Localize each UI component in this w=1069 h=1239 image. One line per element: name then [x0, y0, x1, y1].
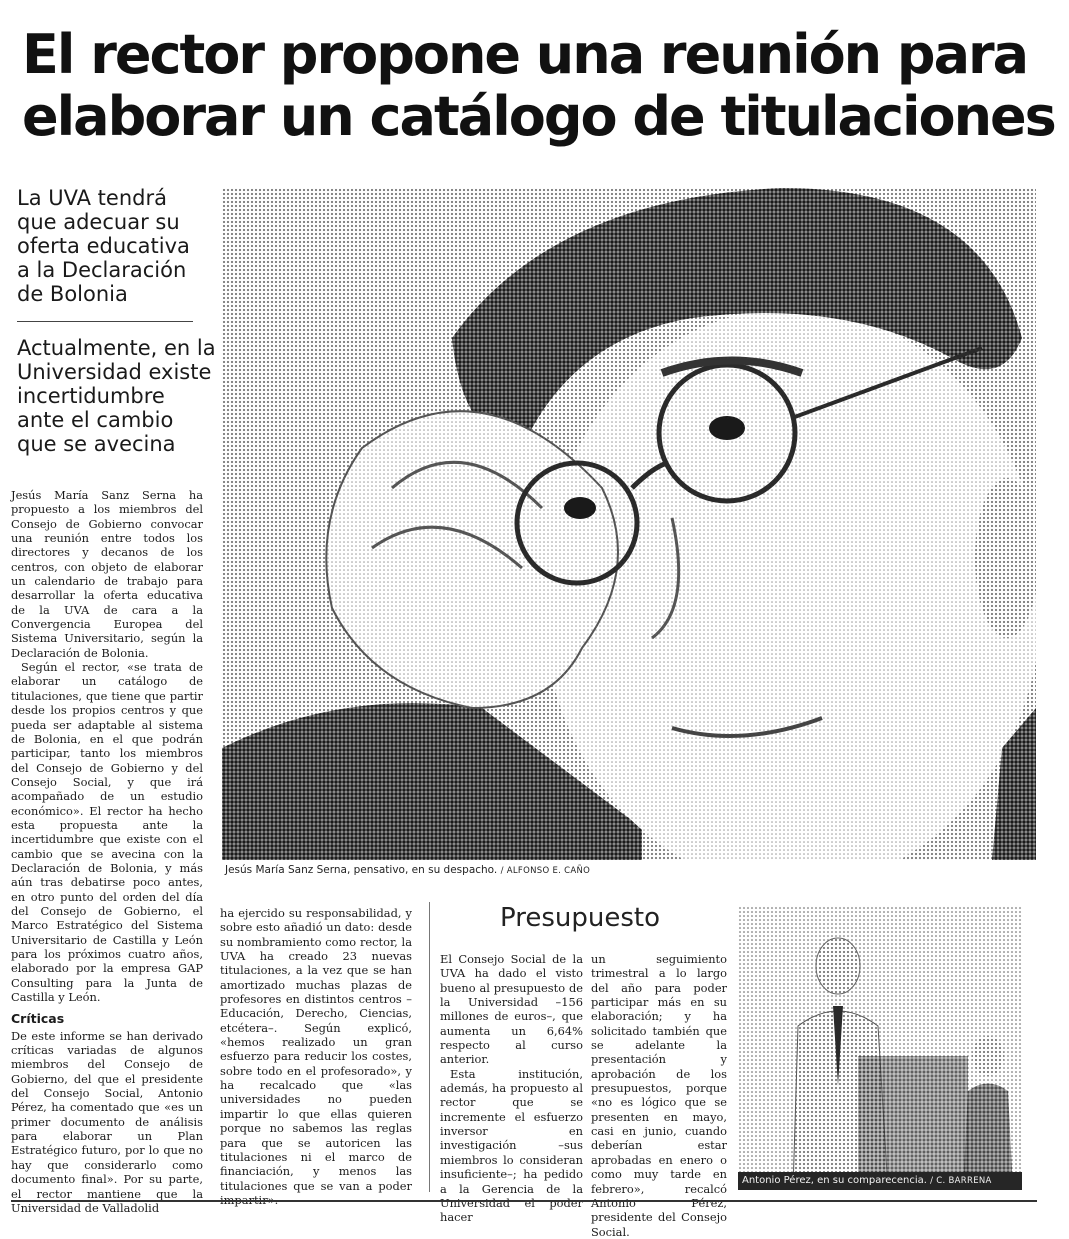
subhead-2: Actualmente, en la Universidad existe incertidumbre ante el cambio que se avecina: [17, 336, 216, 456]
article-paragraph-1: Jesús María Sanz Serna ha propuesto a los miembros del Consejo de Gobierno convocar una reunión entre todos los directores y decanos de los centros, con objeto de elaborar un calendario de trabajo para desarrollar la oferta educativa de la UVA de cara a la Convergencia Europea del Sistema Universitario, según la Declaración de Bolonia.: [11, 488, 203, 660]
second-photo-credit: / C. BARRENA: [930, 1176, 992, 1186]
article-paragraph-2: Según el rector, «se trata de elaborar un catálogo de titulaciones, que tiene que partir desde los propios centros y que pueda ser adaptable al sistema de Bolonia, en el que podrán participar, tanto los miembros del Consejo de Gobierno y del Consejo Social, y que irá acompañado de un estudio económico». El rector ha hecho esta propuesta ante la incertidumbre que existe con el cambio que se avecina con la Declaración de Bolonia, y más aún tras debatirse poco antes, en otro punto del orden del día del Consejo de Gobierno, el Marco Estratégico del Sistema Universitario de Castilla y León para los próximos cuatro años, elaborado por la empresa GAP Consulting para la Junta de Castilla y León.: [11, 660, 203, 1005]
sidebar-paragraph-3: un seguimiento trimestral a lo largo del año para poder participar más en su elaboración; y ha solicitado también que se adelante la presentación y aprobación de los presupuestos, porque «no es lógico que se presenten en mayo, casi en junio, cuando deberían estar aprobadas en enero o como muy tarde en febrero», recalcó Antonio Pérez, presidente del Consejo Social.: [591, 952, 727, 1239]
main-photo-caption-text: Jesús María Sanz Serna, pensativo, en su despacho.: [225, 864, 498, 876]
headline-line-2: elaborar un catálogo de titulaciones: [22, 85, 1055, 148]
sidebar-paragraph-1: El Consejo Social de la UVA ha dado el visto bueno al presupuesto de la Universidad –156 millones de euros–, que aumenta un 6,64% respecto al curso anterior.: [440, 952, 583, 1067]
sidebar-column-2: [591, 952, 727, 1239]
main-photo-caption: [225, 864, 1035, 876]
subhead-divider: [17, 321, 193, 322]
article-column-middle: [220, 906, 412, 1207]
portrait-illustration: [222, 188, 1036, 860]
column-divider: [429, 902, 430, 1192]
criticas-heading: Críticas: [11, 1011, 65, 1027]
sidebar-paragraph-2: Esta institución, además, ha propuesto al rector que se incremente el esfuerzo inversor en investigación –sus miembros lo consideran insuficiente–; ha pedido a la Gerencia de la Universidad el poder hacer: [440, 1066, 583, 1225]
main-photo: [222, 188, 1036, 860]
second-photo-caption: [738, 1172, 1022, 1190]
sidebar-column-1: [440, 952, 583, 1225]
article-paragraph-3: De este informe se han derivado críticas variadas de algunos miembros del Consejo de Gobierno, del que el presidente del Consejo Social, Antonio Pérez, ha comentado que «es un primer documento de análisis para elaborar un Plan Estratégico futuro, por lo que no hay que considerarlo como documento final». Por su parte, el rector mantiene que la Universidad de Valladolid: [11, 1028, 203, 1215]
headline: [22, 23, 1055, 148]
main-photo-credit: / ALFONSO E. CAÑO: [500, 866, 591, 876]
comparecencia-illustration: [738, 906, 1022, 1190]
article-column-left: [11, 488, 203, 1215]
sidebar-title: Presupuesto: [500, 903, 660, 933]
second-photo-caption-text: Antonio Pérez, en su comparecencia.: [742, 1175, 927, 1186]
article-paragraph-4: ha ejercido su responsabilidad, y sobre esto añadió un dato: desde su nombramiento como rector, la UVA ha creado 23 nuevas titulaciones, a la vez que se han amortizado muchas plazas de profesores en distintos centros –Educación, Derecho, Ciencias, etcétera–. Según explicó, «hemos realizado un gran esfuerzo para reducir los costes, sobre todo en el profesorado», y ha recalcado que «las universidades no pueden impartir lo que ellas quieren porque no sabemos las reglas para que se autoricen las titulaciones ni el marco de financiación, y menos las titulaciones que se van a poder impartir».: [220, 906, 412, 1207]
bottom-rule: [11, 1200, 1037, 1202]
second-photo: [738, 906, 1022, 1190]
headline-line-1: El rector propone una reunión para: [22, 23, 1028, 86]
subhead-1: La UVA tendrá que adecuar su oferta educativa a la Declaración de Bolonia: [17, 186, 190, 306]
